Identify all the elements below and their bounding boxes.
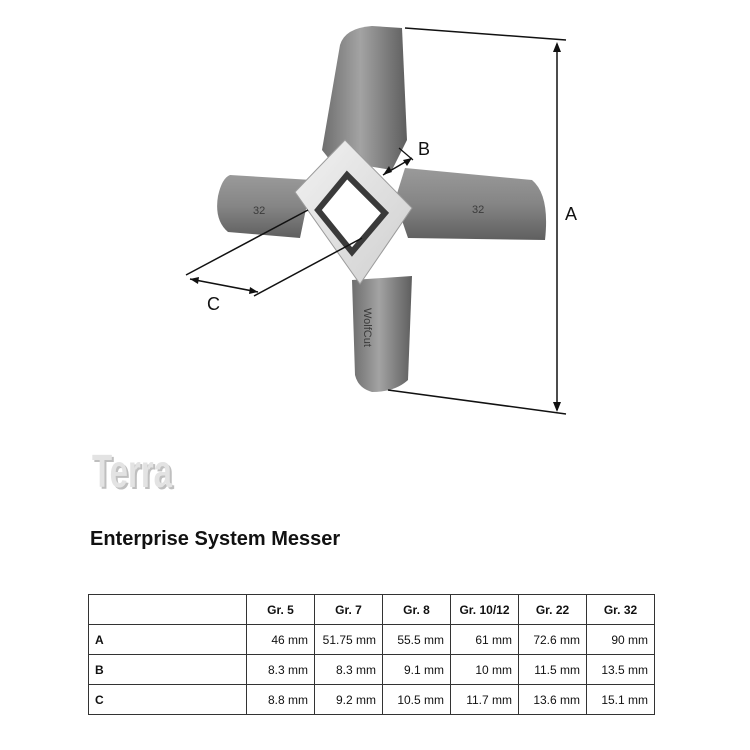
product-title: Enterprise System Messer bbox=[90, 528, 341, 550]
spec-table bbox=[88, 594, 655, 715]
table-cell: 8.3 mm bbox=[247, 655, 315, 685]
blade-arm-right bbox=[395, 168, 546, 240]
dimension-label-b: B bbox=[418, 139, 431, 159]
table-cell: 46 mm bbox=[247, 625, 315, 655]
row-label: C bbox=[89, 685, 247, 715]
table-header-row bbox=[89, 595, 655, 625]
table-cell: 10.5 mm bbox=[383, 685, 451, 715]
table-header-blank bbox=[89, 595, 247, 625]
row-label: A bbox=[89, 625, 247, 655]
table-cell: 90 mm bbox=[587, 625, 655, 655]
blade-arm-bottom bbox=[352, 276, 412, 392]
table-cell: 13.5 mm bbox=[587, 655, 655, 685]
table-cell: 10 mm bbox=[451, 655, 519, 685]
logo-text: Terra bbox=[92, 445, 173, 497]
table-cell: 72.6 mm bbox=[519, 625, 587, 655]
table-cell: 9.2 mm bbox=[315, 685, 383, 715]
dimension-label-a: A bbox=[565, 204, 578, 224]
table-cell: 61 mm bbox=[451, 625, 519, 655]
table-cell: 51.75 mm bbox=[315, 625, 383, 655]
table-cell: 8.3 mm bbox=[315, 655, 383, 685]
table-cell: 11.5 mm bbox=[519, 655, 587, 685]
blade-stamp-right: 32 bbox=[472, 204, 485, 216]
dimension-line-c bbox=[190, 279, 258, 292]
table-cell: 11.7 mm bbox=[451, 685, 519, 715]
table-cell: 13.6 mm bbox=[519, 685, 587, 715]
table-header: Gr. 7 bbox=[315, 595, 383, 625]
table-row bbox=[89, 655, 655, 685]
blade-arm-top bbox=[322, 26, 407, 170]
table-cell: 9.1 mm bbox=[383, 655, 451, 685]
table-header: Gr. 8 bbox=[383, 595, 451, 625]
table-row bbox=[89, 625, 655, 655]
table-header: Gr. 5 bbox=[247, 595, 315, 625]
blade-stamp-left: 32 bbox=[253, 205, 266, 217]
svg-text:Terra: Terra bbox=[94, 447, 175, 499]
table-cell: 55.5 mm bbox=[383, 625, 451, 655]
table-cell: 15.1 mm bbox=[587, 685, 655, 715]
blade-engraving: WolfCut bbox=[361, 308, 373, 347]
table-cell: 8.8 mm bbox=[247, 685, 315, 715]
table-row bbox=[89, 685, 655, 715]
table-header: Gr. 10/12 bbox=[451, 595, 519, 625]
table-header: Gr. 22 bbox=[519, 595, 587, 625]
terra-logo bbox=[90, 433, 190, 503]
table-header: Gr. 32 bbox=[587, 595, 655, 625]
row-label: B bbox=[89, 655, 247, 685]
dimension-label-c: C bbox=[207, 294, 220, 314]
